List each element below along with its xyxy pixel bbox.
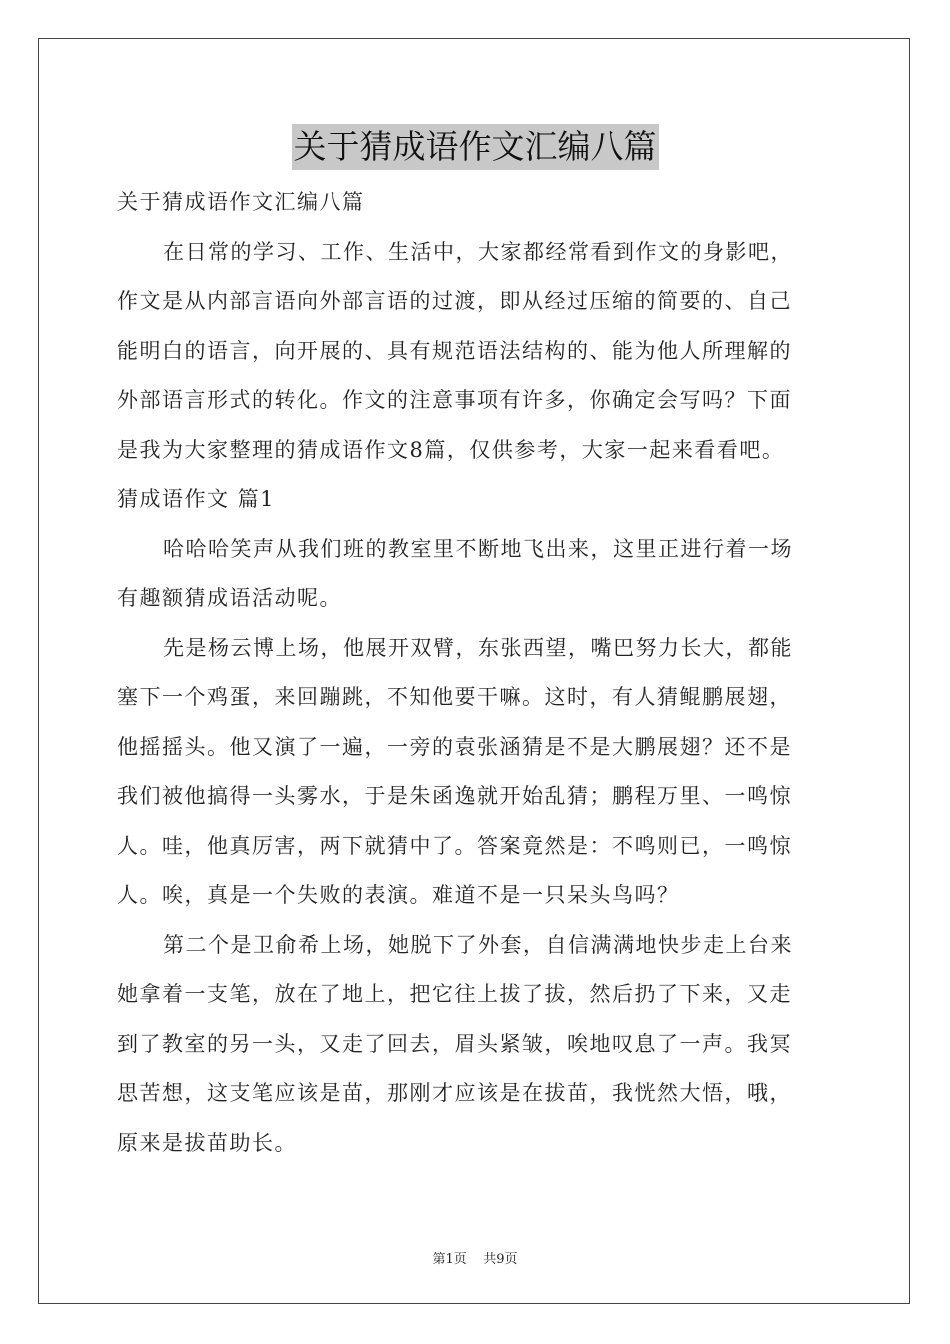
page-footer (0, 1248, 950, 1267)
text-line: 人。哇，他真厉害，两下就猜中了。答案竟然是：不鸣则已，一鸣惊 (117, 833, 792, 858)
text-line: 能明白的语言，向开展的、具有规范语法结构的、能为他人所理解的 (117, 338, 792, 363)
page-total: 共9页 (483, 1252, 518, 1267)
text-line: 哈哈哈笑声从我们班的教室里不断地飞出来，这里正进行着一场 (163, 536, 793, 561)
text-line: 到了教室的另一头，又走了回去，眉头紧皱，唉地叹息了一声。我冥 (117, 1031, 792, 1056)
page-number: 第1页 (432, 1252, 467, 1267)
text-line: 作文是从内部言语向外部言语的过渡，即从经过压缩的简要的、自己 (117, 289, 792, 313)
text-line: 她拿着一支笔，放在了地上，把它往上拔了拔，然后扔了下来，又走 (117, 982, 792, 1006)
text-line: 先是杨云博上场，他展开双臂，东张西望，嘴巴努力长大，都能 (163, 635, 793, 660)
text-line: 思苦想，这支笔应该是苗，那刚才应该是在拔苗，我恍然大悟，哦， (117, 1081, 792, 1105)
text-line: 他摇摇头。他又演了一遍，一旁的袁张涵猜是不是大鹏展翅？还不是 (117, 734, 792, 759)
text-line: 我们被他搞得一头雾水，于是朱函逸就开始乱猜；鹏程万里、一鸣惊 (117, 784, 792, 808)
title-container (0, 124, 950, 170)
text-line: 是我为大家整理的猜成语作文8篇，仅供参考，大家一起来看看吧。 (117, 437, 785, 462)
text-line: 人。唉，真是一个失败的表演。难道不是一只呆头鸟吗？ (117, 883, 680, 907)
text-line: 塞下一个鸡蛋，来回蹦跳，不知他要干嘛。这时，有人猜鲲鹏展翅， (117, 685, 792, 709)
text-line: 有趣额猜成语活动呢。 (117, 586, 342, 610)
section-heading: 猜成语作文 篇1 (117, 487, 276, 511)
text-line: 原来是拔苗助长。 (117, 1130, 297, 1155)
text-line: 第二个是卫俞希上场，她脱下了外套，自信满满地快步走上台来 (163, 932, 793, 957)
document-body (117, 178, 833, 1168)
text-line: 在日常的学习、工作、生活中，大家都经常看到作文的身影吧， (163, 239, 793, 264)
document-title: 关于猜成语作文汇编八篇 (292, 124, 659, 170)
text-line: 外部语言形式的转化。作文的注意事项有许多，你确定会写吗？下面 (117, 388, 792, 412)
subtitle-line: 关于猜成语作文汇编八篇 (117, 190, 365, 214)
